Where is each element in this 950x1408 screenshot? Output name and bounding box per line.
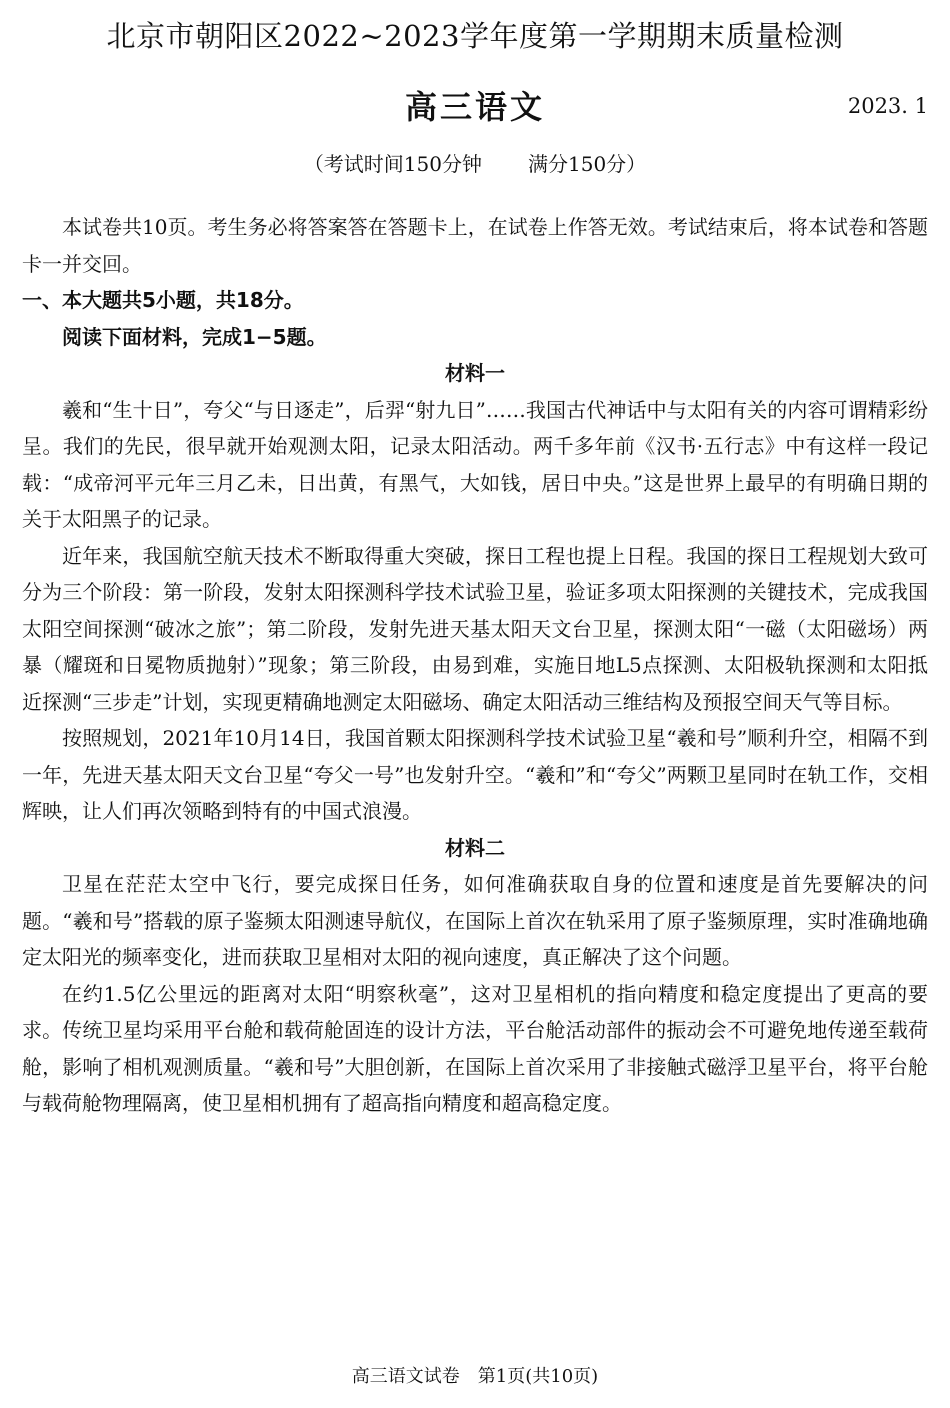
material-2-paragraph: 卫星在茫茫太空中飞行，要完成探日任务，如何准确获取自身的位置和速度是首先要解决的问题。“羲和号”搭载的原子鉴频太阳测速导航仪，在国际上首次在轨采用了原子鉴频原理，实时准确地确定太阳光的频率变化，进而获取卫星相对太阳的视向速度，真正解决了这个问题。 — [22, 872, 928, 969]
material-1-title: 材料一 — [445, 361, 505, 385]
exam-date: 2023. 1 — [847, 94, 928, 118]
section-heading: 一、本大题共5小题，共18分。 — [22, 288, 304, 312]
page-footer: 高三语文试卷 第1页(共10页) — [351, 1366, 599, 1387]
subject-title: 高三语文 — [404, 88, 545, 126]
material-1-paragraph: 羲和“生十日”，夸父“与日逐走”，后羿“射九日”……我国古代神话中与太阳有关的内容可谓精彩纷呈。我们的先民，很早就开始观测太阳，记录太阳活动。两千多年前《汉书·五行志》中有这样一段记载：“成帝河平元年三月乙未，日出黄，有黑气，大如钱，居日中央。”这是世界上最早的有明确日期的关于太阳黑子的记录。 — [22, 397, 928, 531]
material-2-title: 材料二 — [445, 835, 505, 860]
exam-title: 北京市朝阳区2022~2023学年度第一学期期末质量检测 — [106, 19, 844, 53]
material-2-paragraph: 在约1.5亿公里远的距离对太阳“明察秋毫”，这对卫星相机的指向精度和稳定度提出了更高的要求。传统卫星均采用平台舱和载荷舱固连的设计方法，平台舱活动部件的振动会不可避免地传递至载荷舱，影响了相机观测质量。“羲和号”大胆创新，在国际上首次采用了非接触式磁浮卫星平台，将平台舱与载荷舱物理隔离，使卫星相机拥有了超高指向精度和超高稳定度。 — [22, 981, 928, 1115]
full-score: 满分150分） — [528, 152, 647, 176]
instructions: 本试卷共10页。考生务必将答案答在答题卡上，在试卷上作答无效。考试结束后，将本试卷和答题卡一并交回。 — [22, 215, 928, 276]
exam-info — [0, 148, 950, 177]
material-1-paragraph: 按照规划，2021年10月14日，我国首颗太阳探测科学技术试验卫星“羲和号”顺利升空，相隔不到一年，先进天基太阳天文台卫星“夸父一号”也发射升空。“羲和”和“夸父”两颗卫星同时在轨工作，交相辉映，让人们再次领略到特有的中国式浪漫。 — [22, 726, 928, 823]
exam-body — [22, 209, 928, 1122]
exam-time: （考试时间150分钟 — [303, 152, 482, 176]
section-prompt: 阅读下面材料，完成1−5题。 — [62, 324, 327, 349]
material-1-paragraph: 近年来，我国航空航天技术不断取得重大突破，探日工程也提上日程。我国的探日工程规划大致可分为三个阶段：第一阶段，发射太阳探测科学技术试验卫星，验证多项太阳探测的关键技术，完成我国太阳空间探测“破冰之旅”；第二阶段，发射先进天基太阳天文台卫星，探测太阳“一磁（太阳磁场）两暴（耀斑和日冕物质抛射）”现象；第三阶段，由易到难，实施日地L5点探测、太阳极轨探测和太阳抵近探测“三步走”计划，实现更精确地测定太阳磁场、确定太阳活动三维结构及预报空间天气等目标。 — [22, 543, 928, 714]
